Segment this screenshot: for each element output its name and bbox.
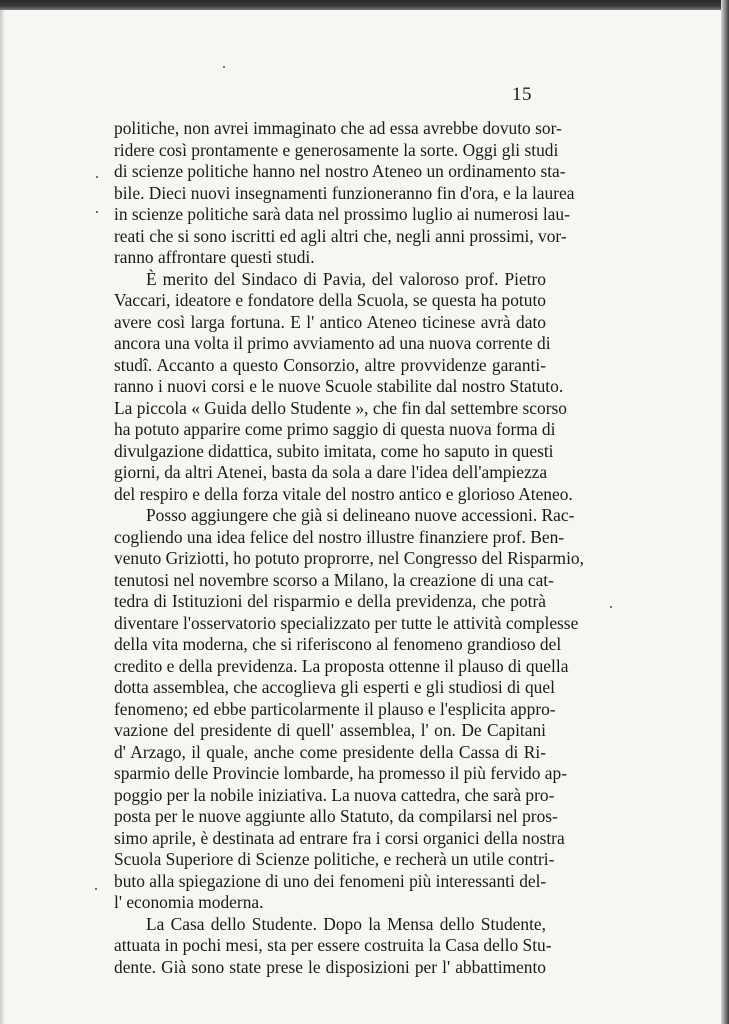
text-line: ancora una volta il primo avviamento ad una nuova corrente di	[114, 333, 551, 353]
scan-speck	[95, 888, 97, 890]
scan-speck	[223, 66, 225, 68]
text-line: avere così larga fortuna. E l' antico Ateneo ticinese avrà dato	[114, 311, 546, 332]
text-line: Posso aggiungere che già si delineano nuove accessioni. Rac-	[146, 505, 575, 525]
text-line: tedra di Istituzioni del risparmio e della previdenza, che potrà	[114, 591, 546, 611]
text-line: dotta assemblea, che accoglieva gli esperti e gli studiosi di quel	[114, 677, 555, 697]
scan-right-edge	[721, 0, 729, 1024]
text-line: fenomeno; ed ebbe particolarmente il plauso e l'esplicita appro-	[114, 698, 556, 719]
text-line: La piccola « Guida dello Studente », che fin dal settembre scorso	[114, 397, 567, 418]
text-line: venuto Griziotti, ho potuto proprorre, nel Congresso del Risparmio,	[114, 548, 584, 568]
text-line: attuata in pochi mesi, sta per essere costruita la Casa dello Stu-	[114, 935, 552, 955]
text-line: buto alla spiegazione di uno dei fenomeni più interessanti del-	[114, 870, 547, 891]
text-line: simo aprile, è destinata ad entrare fra i corsi organici della nostra	[114, 827, 565, 848]
scan-speck	[96, 211, 98, 213]
text-line: ranno i nuovi corsi e le nuove Scuole stabilite dal nostro Statuto.	[114, 376, 564, 396]
text-line: studî. Accanto a questo Consorzio, altre provvidenze garanti-	[114, 354, 546, 375]
text-line: ranno affrontare questi studi.	[114, 247, 315, 267]
text-line: credito e della previdenza. La proposta ottenne il plauso di quella	[114, 655, 569, 676]
text-line: È merito del Sindaco di Pavia, del valoroso prof. Pietro	[146, 268, 546, 289]
text-line: reati che si sono iscritti ed agli altri che, negli anni prossimi, vor-	[114, 225, 567, 246]
text-line: tenutosi nel novembre scorso a Milano, la creazione di una cat-	[114, 569, 554, 590]
text-line: della vita moderna, che si riferiscono al fenomeno grandioso del	[114, 634, 562, 654]
text-line: d' Arzago, il quale, anche come presidente della Cassa di Ri-	[114, 741, 546, 762]
text-line: Scuola Superiore di Scienze politiche, e recherà un utile contri-	[114, 849, 555, 869]
text-line: poggio per la nobile iniziativa. La nuova cattedra, che sarà pro-	[114, 784, 555, 805]
text-line: ridere così prontamente e generosamente la sorte. Oggi gli studi	[114, 139, 559, 160]
text-line: bile. Dieci nuovi insegnamenti funzioneranno fin d'ora, e la laurea	[114, 182, 575, 203]
scan-left-edge	[0, 10, 5, 1024]
text-line: giorni, da altri Atenei, basta da sola a dare l'idea dell'ampiezza	[114, 462, 548, 482]
text-line: in scienze politiche sarà data nel prossimo luglio ai numerosi lau-	[114, 204, 570, 224]
text-line: di scienze politiche hanno nel nostro Ateneo un ordinamento sta-	[114, 161, 566, 181]
scan-speck	[96, 176, 98, 178]
text-line: posta per le nuove aggiunte allo Statuto, da compilarsi nel pros-	[114, 806, 558, 826]
text-line: vazione del presidente di quell' assemblea, l' on. De Capitani	[114, 720, 546, 740]
text-line: ha potuto apparire come primo saggio di questa nuova forma di	[114, 419, 556, 439]
page-number: 15	[512, 84, 532, 105]
text-line: Vaccari, ideatore e fondatore della Scuola, se questa ha potuto	[114, 290, 546, 310]
text-line: divulgazione didattica, subito imitata, come ho saputo in questi	[114, 440, 554, 461]
text-line: diventare l'osservatorio specializzato per tutte le attività complesse	[114, 612, 579, 633]
text-line: l' economia moderna.	[114, 892, 264, 912]
text-line: dente. Già sono state prese le disposizioni per l' abbattimento	[114, 956, 546, 977]
text-line: del respiro e della forza vitale del nostro antico e glorioso Ateneo.	[114, 483, 573, 504]
text-line: sparmio delle Provincie lombarde, ha promesso il più fervido ap-	[114, 763, 568, 783]
text-line: La Casa dello Studente. Dopo la Mensa dello Studente,	[146, 913, 546, 934]
text-line: cogliendo una idea felice del nostro illustre finanziere prof. Ben-	[114, 526, 565, 547]
scan-top-edge	[0, 0, 729, 10]
text-line: politiche, non avrei immaginato che ad essa avrebbe dovuto sor-	[114, 118, 562, 138]
scan-speck	[610, 606, 612, 608]
body-text	[114, 118, 584, 978]
